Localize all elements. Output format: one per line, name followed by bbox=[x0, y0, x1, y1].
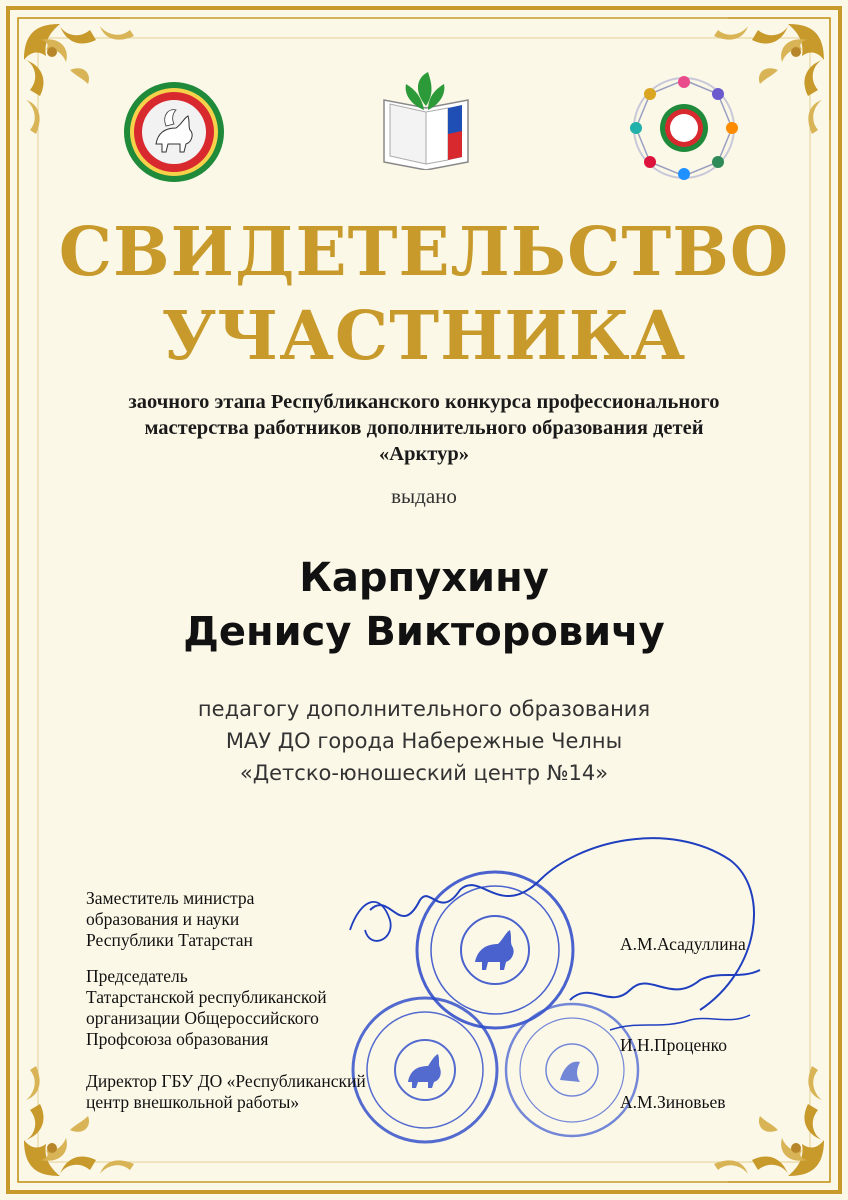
recipient-surname: Карпухину bbox=[299, 555, 549, 601]
signatory-name-3: А.М.Зиновьев bbox=[620, 1092, 726, 1112]
certificate-title-line2: УЧАСТНИКА bbox=[161, 296, 687, 375]
signatory-title-line: Председатель bbox=[86, 966, 188, 986]
contest-line: «Арктур» bbox=[379, 443, 469, 465]
signatory-title-line: Республики Татарстан bbox=[86, 930, 253, 950]
signatory-title-2 bbox=[86, 966, 327, 1050]
recipient-given-names: Денису Викторовичу bbox=[183, 609, 665, 655]
signatory-title-line: Профсоюза образования bbox=[86, 1029, 269, 1049]
contest-line: заочного этапа Республиканского конкурса профессионального bbox=[128, 391, 720, 413]
signatory-title-line: Татарстанской республиканской bbox=[86, 987, 327, 1007]
signatory-title-line: Заместитель министра bbox=[86, 888, 255, 908]
certificate-title-line1: СВИДЕТЕЛЬСТВО bbox=[58, 212, 790, 291]
recipient-organization-name: «Детско-юношеский центр №14» bbox=[239, 761, 609, 785]
signatory-title-1 bbox=[86, 888, 254, 951]
recipient-position: педагогу дополнительного образования bbox=[197, 697, 651, 721]
signatory-title-line: центр внешкольной работы» bbox=[86, 1092, 300, 1112]
signatory-title-line: образования и науки bbox=[86, 909, 240, 929]
signatory-name-1: А.М.Асадуллина bbox=[620, 934, 746, 954]
signatory-title-3 bbox=[86, 1071, 366, 1113]
trade-union-book-emblem-icon bbox=[378, 70, 474, 170]
contest-line: мастерства работников дополнительного образования детей bbox=[144, 417, 704, 439]
signatory-title-line: организации Общероссийского bbox=[86, 1008, 319, 1028]
contest-description bbox=[40, 389, 808, 467]
signatory-name-2: И.Н.Проценко bbox=[620, 1035, 728, 1055]
signatory-title-line: Директор ГБУ ДО «Республиканский bbox=[86, 1071, 366, 1091]
issued-label: выдано bbox=[391, 484, 457, 508]
tatarstan-coat-of-arms-icon bbox=[122, 80, 226, 184]
creativity-circle-emblem-icon bbox=[628, 72, 740, 184]
recipient-organization: МАУ ДО города Набережные Челны bbox=[225, 729, 623, 753]
official-stamps-and-signatures bbox=[340, 830, 810, 1170]
